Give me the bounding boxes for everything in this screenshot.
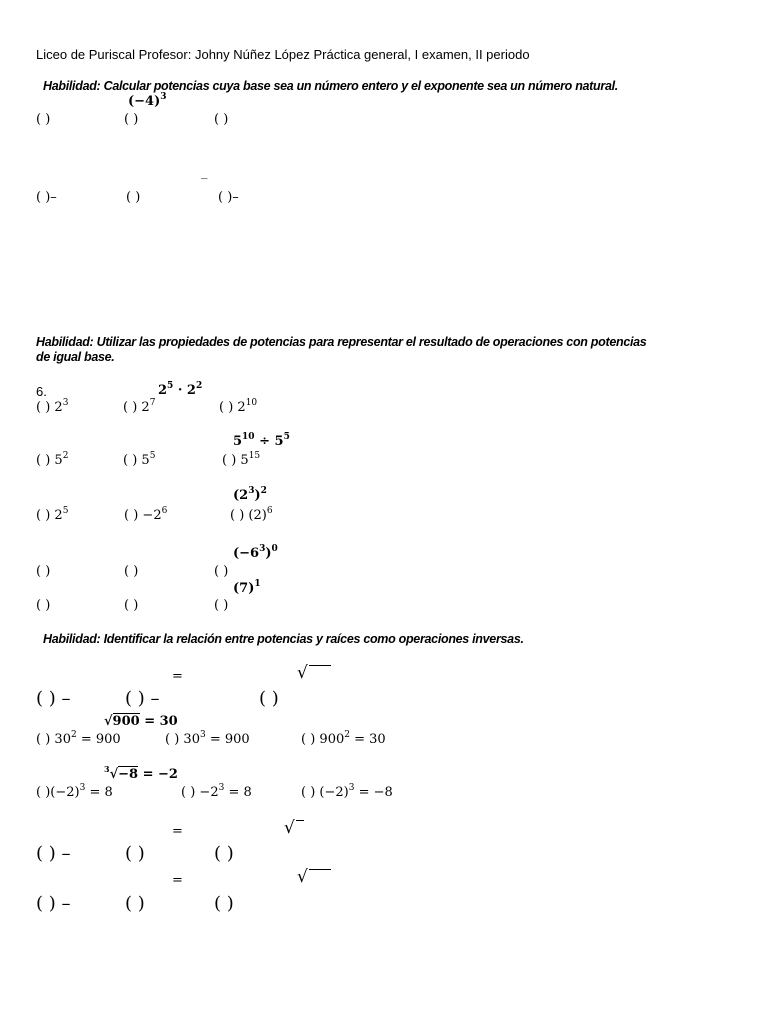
r2-option-b[interactable] [165,732,250,747]
option-base: 2 [141,400,150,415]
option-exponent: 7 [149,398,156,408]
r5-option-a[interactable]: ( ) – [36,893,71,914]
r2-radicand: 900 [112,714,140,729]
r3-option-c[interactable] [301,785,393,800]
r3-option-a[interactable] [36,785,113,800]
q10-exponent: 1 [254,579,261,589]
option-exponent: 3 [199,730,206,740]
q1-option-a[interactable]: ( ) [36,112,51,127]
option-base: −2 [142,508,162,523]
r1-option-c[interactable]: ( ) [259,688,279,709]
q8-outer-exp: 2 [260,486,267,496]
option-base: 5 [240,453,249,468]
r4-option-c[interactable]: ( ) [214,843,234,864]
q9-expression [233,546,278,561]
q8-inner-exp: 3 [248,486,255,496]
q6-option-b[interactable] [123,400,155,415]
option-result: = 8 [224,785,252,800]
r2-option-a[interactable] [36,732,121,747]
q6-exp-b: 2 [195,381,203,391]
r2-option-c[interactable] [301,732,386,747]
q10-option-a[interactable]: ( ) [36,598,51,613]
q10-option-c[interactable]: ( ) [214,598,229,613]
option-paren: ( ) [301,732,320,747]
option-result: = 900 [76,732,121,747]
q7-expression [233,434,290,449]
q6-expression [158,383,202,398]
q2-option-a[interactable]: ( )– [36,190,57,205]
q7-option-b[interactable] [123,453,155,468]
q1-option-c[interactable]: ( ) [214,112,229,127]
r5-option-c[interactable]: ( ) [214,893,234,914]
q7-option-c[interactable] [222,453,260,468]
q1-expression [128,94,167,109]
option-paren: ( ) [36,732,55,747]
option-exponent: 2 [62,451,69,461]
radical-bar [309,665,331,666]
q9-option-c[interactable]: ( ) [214,564,229,579]
radical-sign-icon: √ [284,818,295,838]
q7-operator: ÷ [259,434,271,449]
option-paren: ( ) [124,508,143,523]
option-paren: ( ) [36,508,55,523]
r5-option-b[interactable]: ( ) [125,893,145,914]
option-base: (−2) [50,785,80,800]
option-paren: ( ) [123,453,142,468]
option-result: = 900 [205,732,250,747]
skill-heading-3: Habilidad: Identificar la relación entre potencias y raíces como operaciones inversas. [43,632,524,646]
option-paren: ( ) [36,785,51,800]
radical-bar [296,820,304,821]
q9-outer-exp: 0 [271,544,278,554]
r5-equals: = [172,873,183,888]
r2-result: = 30 [139,714,178,729]
option-base: 30 [183,732,200,747]
q7-option-a[interactable] [36,453,68,468]
r3-root-index: 3 [104,764,110,774]
q6-base-b: 2 [186,383,196,398]
option-exponent: 10 [245,398,258,408]
option-result: = −8 [354,785,393,800]
option-exponent: 2 [344,730,350,740]
skill-heading-2-line1: Habilidad: Utilizar las propiedades de potencias para representar el resultado de operaciones con potencias [36,335,647,349]
option-exponent: 3 [348,783,355,793]
option-paren: ( ) [301,785,320,800]
q7-base-b: 5 [274,434,284,449]
option-paren: ( ) [219,400,238,415]
q9-close-paren: ) [265,546,272,561]
q9-inner-exp: 3 [259,544,266,554]
radical-bar [309,869,331,870]
q9-option-b[interactable]: ( ) [124,564,139,579]
q8-close-paren: ) [254,488,261,503]
r3-result: = −2 [138,767,178,782]
q6-operator: · [177,383,183,398]
q6-number: 6. [36,384,47,399]
option-exponent: 15 [248,451,261,461]
r4-option-b[interactable]: ( ) [125,843,145,864]
option-base: 900 [319,732,345,747]
radical-sign-icon: √ [104,714,113,729]
option-paren: ( ) [181,785,200,800]
option-base: 30 [54,732,71,747]
q1-base: (−4) [128,94,161,109]
option-paren: ( ) [230,508,249,523]
option-exponent: 2 [70,730,77,740]
option-exponent: 6 [266,506,273,516]
q8-option-a[interactable] [36,508,68,523]
q8-option-b[interactable] [124,508,167,523]
option-paren: ( ) [36,453,55,468]
option-base: 2 [54,508,63,523]
option-paren: ( ) [222,453,241,468]
q8-inner-base: (2 [233,488,249,503]
option-base: (−2) [319,785,349,800]
q2-option-c[interactable]: ( )– [218,190,239,205]
option-base: 2 [54,400,63,415]
option-exponent: 5 [62,506,69,516]
radical-sign-icon: √ [297,663,308,683]
r1-option-a[interactable]: ( ) – [36,688,71,709]
r3-expression [104,764,178,782]
option-exponent: 5 [149,451,156,461]
option-base: (2) [248,508,267,523]
q6-option-a[interactable] [36,400,68,415]
r2-expression [104,714,178,729]
radical-sign-icon: √ [109,767,119,782]
r4-equals: = [172,824,183,839]
option-result: = 30 [349,732,386,747]
q8-expression [233,488,267,503]
q6-base-a: 2 [158,383,168,398]
r3-option-b[interactable] [181,785,252,800]
option-base: 5 [141,453,150,468]
option-exponent: 6 [161,506,168,516]
q7-base-a: 5 [233,434,243,449]
option-base: 5 [54,453,63,468]
q1-option-b[interactable]: ( ) [124,112,139,127]
skill-heading-1: Habilidad: Calcular potencias cuya base sea un número entero y el exponente sea un número natural. [43,79,618,93]
option-result: = 8 [85,785,113,800]
option-paren: ( ) [123,400,142,415]
r1-equals: = [172,669,183,684]
q2-option-b[interactable]: ( ) [126,190,141,205]
q10-expression [233,581,261,596]
skill-heading-2-line2: de igual base. [36,350,115,364]
q6-option-c[interactable] [219,400,257,415]
option-exponent: 3 [79,783,86,793]
q9-option-a[interactable]: ( ) [36,564,51,579]
q7-exp-b: 5 [283,432,290,442]
option-base: 2 [237,400,246,415]
option-exponent: 3 [218,783,225,793]
q8-option-c[interactable] [230,508,273,523]
radical-sign-icon: √ [297,867,308,887]
option-base: −2 [199,785,219,800]
q9-inner-base: (−6 [233,546,260,561]
q2-dash: _ [201,165,208,180]
q7-exp-a: 10 [242,432,255,442]
q10-base: (7) [233,581,255,596]
q6-exp-a: 5 [167,381,174,391]
r4-option-a[interactable]: ( ) – [36,843,71,864]
q10-option-b[interactable]: ( ) [124,598,139,613]
option-paren: ( ) [36,400,55,415]
option-paren: ( ) [165,732,184,747]
page-header: Liceo de Puriscal Profesor: Johny Núñez López Práctica general, I examen, II periodo [36,47,530,62]
option-exponent: 3 [62,398,69,408]
r1-option-b[interactable]: ( ) – [125,688,160,709]
q1-exponent: 3 [160,92,167,102]
r3-radicand: −8 [118,767,139,782]
